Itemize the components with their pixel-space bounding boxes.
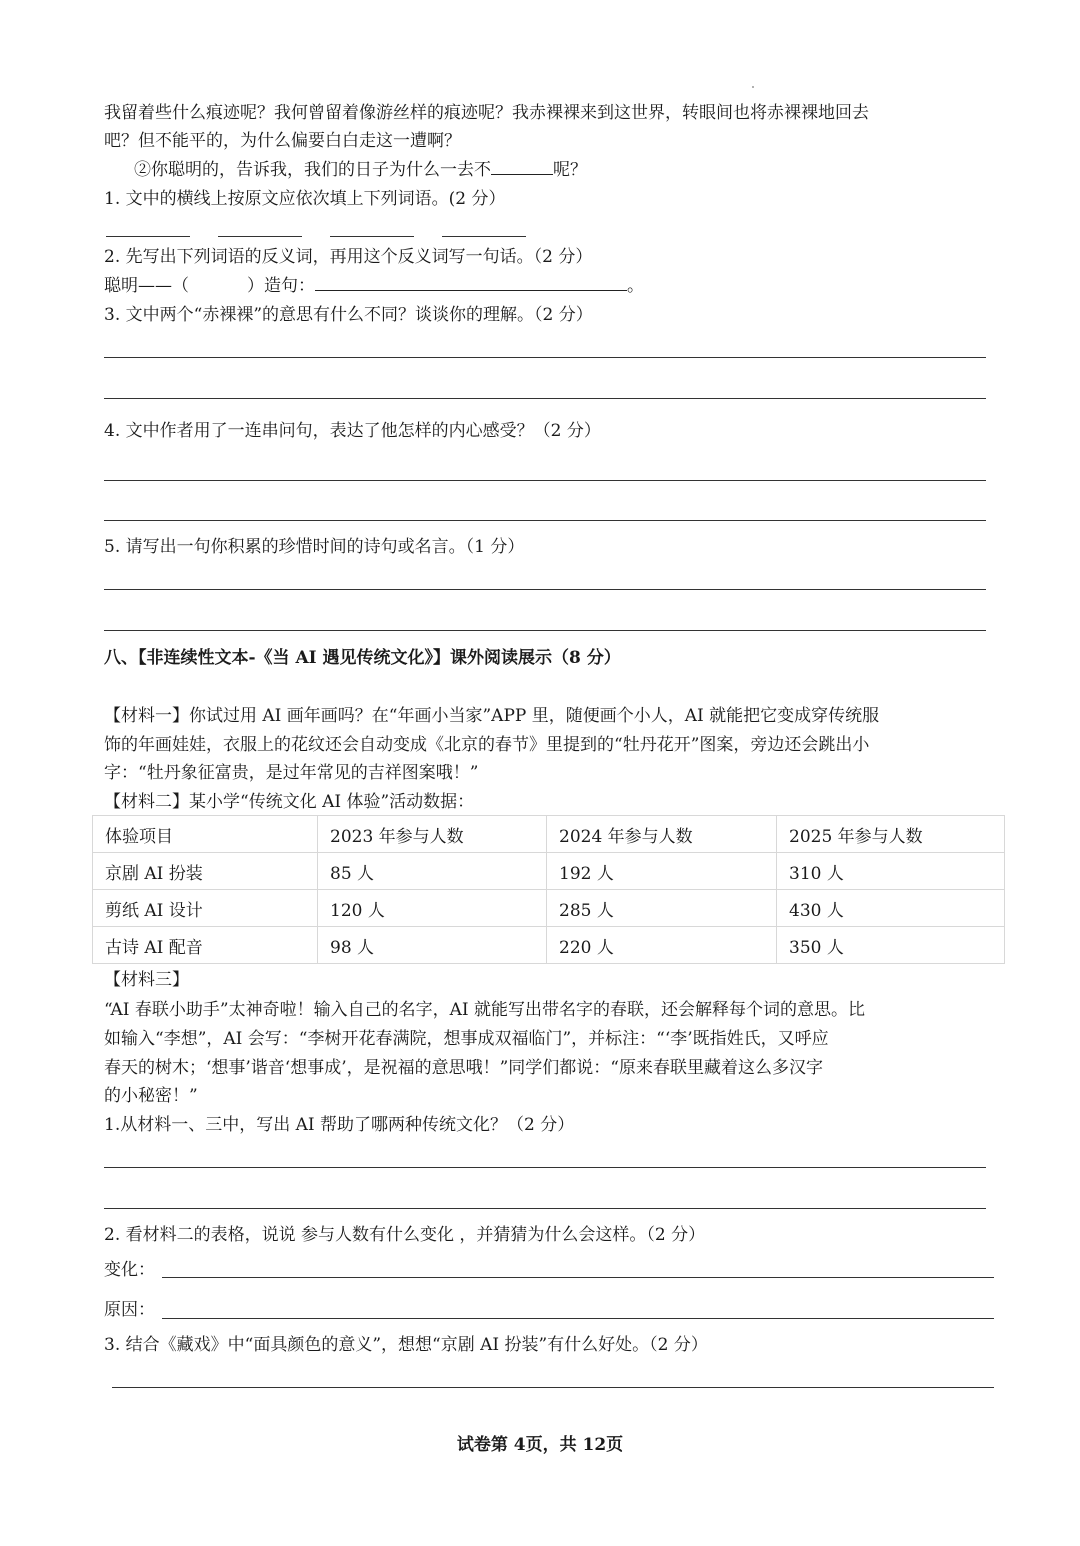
question-5: 5. 请写出一句你积累的珍惜时间的诗句或名言。（1 分） [104, 537, 525, 557]
passage-line-3-text: ②你聪明的，告诉我，我们的日子为什么一去不 [134, 160, 491, 180]
material-3-title: 【材料三】 [104, 970, 189, 990]
answer-line[interactable] [112, 1387, 994, 1388]
answer-line[interactable] [104, 520, 986, 521]
table-cell: 85 人 [318, 853, 547, 890]
sentence-blank[interactable] [315, 272, 627, 291]
activity-data-table [92, 815, 1005, 964]
sentence-prompt: ）造句： [247, 276, 315, 296]
passage-line-3-end: 呢？ [553, 160, 587, 180]
antonym-prompt: 聪明——（ [104, 276, 189, 296]
passage-line-1: 我留着些什么痕迹呢？我何曾留着像游丝样的痕迹呢？我赤裸裸来到这世界，转眼间也将赤裸裸地回去 [104, 103, 869, 123]
material-3-line-3: 春天的树木；‘想事’谐音‘想事成’，是祝福的意思哦！”同学们都说：“原来春联里藏着这么多汉字 [104, 1058, 823, 1078]
material-1-line-3: 字：“牡丹象征富贵，是过年常见的吉祥图案哦！” [104, 763, 479, 783]
reason-label: 原因： [104, 1300, 155, 1320]
answer-line[interactable] [104, 357, 986, 358]
table-row [93, 927, 1005, 964]
reason-answer-line[interactable] [162, 1318, 994, 1319]
answer-line[interactable] [104, 480, 986, 481]
answer-line[interactable] [104, 1167, 986, 1168]
table-header-cell: 2023 年参与人数 [318, 816, 547, 853]
table-cell: 192 人 [547, 853, 777, 890]
fill-blank-inline[interactable] [491, 156, 553, 175]
table-cell: 剪纸 AI 设计 [93, 890, 318, 927]
answer-blank-2[interactable] [218, 236, 302, 237]
section-8-question-1: 1.从材料一、三中，写出 AI 帮助了哪两种传统文化？（2 分） [104, 1115, 575, 1135]
table-cell: 120 人 [318, 890, 547, 927]
table-cell: 古诗 AI 配音 [93, 927, 318, 964]
table-header-cell: 2025 年参与人数 [777, 816, 1005, 853]
answer-line[interactable] [104, 1208, 986, 1209]
table-header-cell: 体验项目 [93, 816, 318, 853]
table-header-row [93, 816, 1005, 853]
answer-blank-3[interactable] [330, 236, 414, 237]
passage-line-3 [134, 156, 587, 184]
page-footer: 试卷第 4页，共 12页 [456, 1435, 624, 1455]
question-1: 1. 文中的横线上按原文应依次填上下列词语。(2 分） [104, 189, 506, 209]
table-cell: 98 人 [318, 927, 547, 964]
table-row [93, 853, 1005, 890]
section-8-heading: 八、【非连续性文本-《当 AI 遇见传统文化》】课外阅读展示（8 分） [104, 648, 621, 668]
question-2: 2. 先写出下列词语的反义词，再用这个反义词写一句话。（2 分） [104, 247, 593, 267]
table-cell: 430 人 [777, 890, 1005, 927]
material-3-line-1: “AI 春联小助手”太神奇啦！输入自己的名字，AI 就能写出带名字的春联，还会解释每个词的意思。比 [104, 1000, 865, 1020]
material-1-line-1: 【材料一】你试过用 AI 画年画吗？在“年画小当家”APP 里，随便画个小人，AI 就能把它变成穿传统服 [104, 706, 880, 726]
section-8-question-2: 2. 看材料二的表格，说说 参与人数有什么变化 ，并猜猜为什么会这样。（2 分） [104, 1225, 706, 1245]
table-cell: 285 人 [547, 890, 777, 927]
table-cell: 京剧 AI 扮装 [93, 853, 318, 890]
table-cell: 350 人 [777, 927, 1005, 964]
answer-line[interactable] [104, 589, 986, 590]
question-4: 4. 文中作者用了一连串问句，表达了他怎样的内心感受？（2 分） [104, 421, 601, 441]
table-row [93, 890, 1005, 927]
passage-line-2: 吧？但不能平的，为什么偏要白白走这一遭啊？ [104, 131, 461, 151]
change-answer-line[interactable] [162, 1277, 994, 1278]
section-8-question-3: 3. 结合《藏戏》中“面具颜色的意义”，想想“京剧 AI 扮装”有什么好处。（2 分） [104, 1335, 708, 1355]
question-3: 3. 文中两个“赤裸裸”的意思有什么不同？谈谈你的理解。（2 分） [104, 305, 593, 325]
answer-line[interactable] [104, 630, 986, 631]
change-label: 变化： [104, 1260, 155, 1280]
table-header-cell: 2024 年参与人数 [547, 816, 777, 853]
material-2-title: 【材料二】某小学“传统文化 AI 体验”活动数据： [104, 792, 475, 812]
material-3-line-4: 的小秘密！” [104, 1086, 198, 1106]
material-1-line-2: 饰的年画娃娃，衣服上的花纹还会自动变成《北京的春节》里提到的“牡丹花开”图案，旁边还会跳出小 [104, 735, 870, 755]
table-cell: 220 人 [547, 927, 777, 964]
scan-speck [752, 86, 754, 88]
sentence-end: 。 [627, 276, 644, 296]
table-cell: 310 人 [777, 853, 1005, 890]
answer-blank-4[interactable] [442, 236, 526, 237]
answer-line[interactable] [104, 398, 986, 399]
answer-blank-1[interactable] [106, 236, 190, 237]
material-3-line-2: 如输入“李想”，AI 会写：“李树开花春满院，想事成双福临门”，并标注：“‘李’既指姓氏，又呼应 [104, 1029, 829, 1049]
question-2-answer-line [104, 272, 644, 300]
